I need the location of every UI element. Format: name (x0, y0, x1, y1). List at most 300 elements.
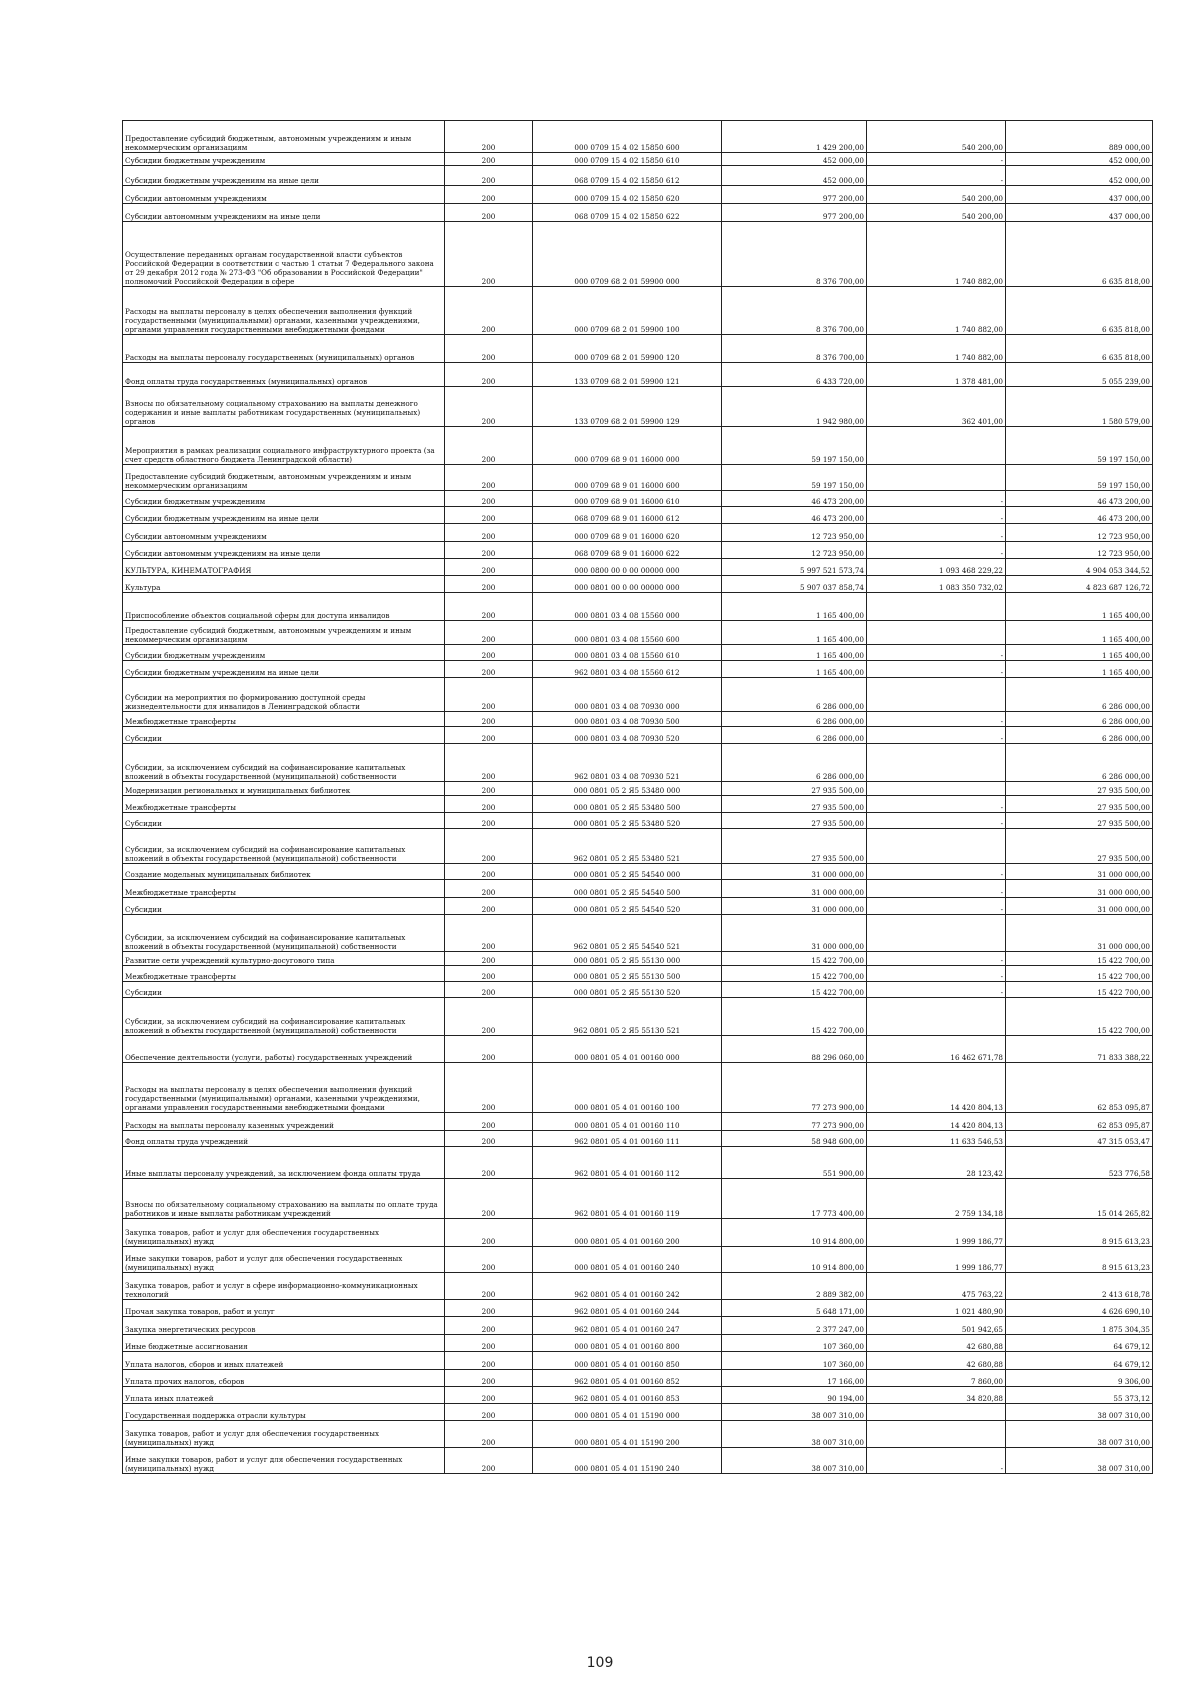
table-row (123, 1387, 1153, 1404)
unexecuted-amount: 12 723 950,00 (1006, 524, 1153, 542)
line-code: 200 (445, 1179, 533, 1219)
executed-amount: - (867, 542, 1006, 559)
line-code: 200 (445, 1370, 533, 1387)
budget-classification-code: 000 0801 03 4 08 15560 600 (533, 621, 722, 645)
unexecuted-amount: 1 875 304,35 (1006, 1317, 1153, 1335)
approved-amount: 27 935 500,00 (722, 782, 867, 796)
approved-amount: 31 000 000,00 (722, 915, 867, 952)
approved-amount: 31 000 000,00 (722, 864, 867, 880)
table-row (123, 287, 1153, 335)
unexecuted-amount: 64 679,12 (1006, 1335, 1153, 1352)
approved-amount: 59 197 150,00 (722, 427, 867, 465)
executed-amount (867, 678, 1006, 712)
unexecuted-amount: 27 935 500,00 (1006, 796, 1153, 813)
approved-amount: 88 296 060,00 (722, 1036, 867, 1063)
unexecuted-amount: 1 580 579,00 (1006, 387, 1153, 427)
line-code: 200 (445, 982, 533, 998)
table-row (123, 559, 1153, 576)
expense-name: Субсидии (123, 982, 445, 998)
line-code: 200 (445, 1147, 533, 1179)
unexecuted-amount: 31 000 000,00 (1006, 898, 1153, 915)
table-row (123, 744, 1153, 782)
budget-classification-code: 000 0709 68 2 01 59900 120 (533, 335, 722, 363)
executed-amount: - (867, 898, 1006, 915)
approved-amount: 31 000 000,00 (722, 880, 867, 898)
line-code: 200 (445, 1317, 533, 1335)
unexecuted-amount: 59 197 150,00 (1006, 465, 1153, 491)
line-code: 200 (445, 880, 533, 898)
approved-amount: 15 422 700,00 (722, 952, 867, 966)
budget-classification-code: 068 0709 15 4 02 15850 622 (533, 204, 722, 222)
table-row (123, 813, 1153, 829)
expense-name: Взносы по обязательному социальному страхованию на выплаты по оплате труда работников и иные выплаты работникам учреждений (123, 1179, 445, 1219)
budget-classification-code: 962 0801 05 4 01 00160 242 (533, 1273, 722, 1300)
line-code: 200 (445, 678, 533, 712)
executed-amount: - (867, 880, 1006, 898)
approved-amount: 38 007 310,00 (722, 1421, 867, 1448)
budget-classification-code: 068 0709 68 9 01 16000 622 (533, 542, 722, 559)
executed-amount: 14 420 804,13 (867, 1063, 1006, 1113)
approved-amount: 452 000,00 (722, 166, 867, 186)
line-code: 200 (445, 898, 533, 915)
line-code: 200 (445, 952, 533, 966)
unexecuted-amount: 2 413 618,78 (1006, 1273, 1153, 1300)
executed-amount: 14 420 804,13 (867, 1113, 1006, 1131)
expense-name: Прочая закупка товаров, работ и услуг (123, 1300, 445, 1317)
unexecuted-amount: 6 635 818,00 (1006, 287, 1153, 335)
table-row (123, 864, 1153, 880)
unexecuted-amount: 71 833 388,22 (1006, 1036, 1153, 1063)
page-number: 109 (586, 1655, 614, 1671)
table-row (123, 782, 1153, 796)
unexecuted-amount: 8 915 613,23 (1006, 1247, 1153, 1273)
table-row (123, 166, 1153, 186)
approved-amount: 6 286 000,00 (722, 712, 867, 727)
approved-amount: 977 200,00 (722, 186, 867, 204)
executed-amount: - (867, 491, 1006, 507)
executed-amount: 475 763,22 (867, 1273, 1006, 1300)
line-code: 200 (445, 1335, 533, 1352)
budget-classification-code: 000 0801 05 4 01 00160 200 (533, 1219, 722, 1247)
executed-amount: - (867, 166, 1006, 186)
executed-amount: 1 021 480,90 (867, 1300, 1006, 1317)
unexecuted-amount: 64 679,12 (1006, 1352, 1153, 1370)
expense-name: Мероприятия в рамках реализации социального инфраструктурного проекта (за счет средств областного бюджета Ленинградской области) (123, 427, 445, 465)
approved-amount: 38 007 310,00 (722, 1448, 867, 1474)
unexecuted-amount: 62 853 095,87 (1006, 1063, 1153, 1113)
budget-classification-code: 962 0801 05 4 01 00160 853 (533, 1387, 722, 1404)
line-code: 200 (445, 1063, 533, 1113)
table-row (123, 1370, 1153, 1387)
expense-name: Субсидии бюджетным учреждениям на иные цели (123, 166, 445, 186)
line-code: 200 (445, 166, 533, 186)
budget-classification-code: 000 0801 05 4 01 00160 110 (533, 1113, 722, 1131)
table-row (123, 1404, 1153, 1421)
line-code: 200 (445, 542, 533, 559)
budget-classification-code: 000 0801 05 4 01 00160 240 (533, 1247, 722, 1273)
unexecuted-amount: 6 286 000,00 (1006, 727, 1153, 744)
line-code: 200 (445, 1421, 533, 1448)
approved-amount: 6 286 000,00 (722, 744, 867, 782)
line-code: 200 (445, 524, 533, 542)
budget-classification-code: 962 0801 05 4 01 00160 247 (533, 1317, 722, 1335)
table-row (123, 427, 1153, 465)
approved-amount: 12 723 950,00 (722, 542, 867, 559)
budget-classification-code: 962 0801 05 4 01 00160 111 (533, 1131, 722, 1147)
budget-classification-code: 000 0801 05 2 Я5 53480 520 (533, 813, 722, 829)
unexecuted-amount: 31 000 000,00 (1006, 864, 1153, 880)
executed-amount: - (867, 952, 1006, 966)
table-row (123, 507, 1153, 524)
line-code: 200 (445, 782, 533, 796)
budget-classification-code: 000 0709 68 9 01 16000 610 (533, 491, 722, 507)
budget-classification-code: 000 0709 15 4 02 15850 610 (533, 153, 722, 166)
expense-name: Субсидии бюджетным учреждениям на иные цели (123, 661, 445, 678)
expense-name: Субсидии автономным учреждениям на иные цели (123, 542, 445, 559)
table-row (123, 966, 1153, 982)
executed-amount (867, 593, 1006, 621)
budget-classification-code: 000 0801 05 4 01 00160 000 (533, 1036, 722, 1063)
table-row (123, 915, 1153, 952)
budget-classification-code: 133 0709 68 2 01 59900 121 (533, 363, 722, 387)
table-row (123, 1317, 1153, 1335)
approved-amount: 77 273 900,00 (722, 1063, 867, 1113)
line-code: 200 (445, 593, 533, 621)
budget-classification-code: 000 0801 05 4 01 15190 000 (533, 1404, 722, 1421)
line-code: 200 (445, 559, 533, 576)
executed-amount: 1 999 186,77 (867, 1247, 1006, 1273)
table-row (123, 465, 1153, 491)
approved-amount: 27 935 500,00 (722, 796, 867, 813)
expense-name: Субсидии, за исключением субсидий на софинансирование капитальных вложений в объекты государственной (муниципальной) собственности (123, 998, 445, 1036)
approved-amount: 2 377 247,00 (722, 1317, 867, 1335)
expense-name: Субсидии бюджетным учреждениям (123, 491, 445, 507)
expense-name: Осуществление переданных органам государственной власти субъектов Российской Федерации в соответствии с частью 1 статьи 7 Федерального закона от 29 декабря 2012 года № 273-ФЗ "Об образовании в Российской Федерации" полномочий Российской Федерации в сфере (123, 222, 445, 287)
expense-name: Обеспечение деятельности (услуги, работы) государственных учреждений (123, 1036, 445, 1063)
approved-amount: 10 914 800,00 (722, 1219, 867, 1247)
expense-name: Закупка энергетических ресурсов (123, 1317, 445, 1335)
unexecuted-amount: 6 286 000,00 (1006, 678, 1153, 712)
budget-table-container (122, 120, 1152, 1474)
expense-name: Субсидии (123, 813, 445, 829)
table-row (123, 491, 1153, 507)
expense-name: Приспособление объектов социальной сферы для доступа инвалидов (123, 593, 445, 621)
line-code: 200 (445, 727, 533, 744)
table-row (123, 678, 1153, 712)
expense-name: Иные закупки товаров, работ и услуг для обеспечения государственных (муниципальных) нужд (123, 1448, 445, 1474)
budget-classification-code: 000 0801 00 0 00 00000 000 (533, 576, 722, 593)
budget-classification-code: 000 0709 68 2 01 59900 100 (533, 287, 722, 335)
table-row (123, 524, 1153, 542)
table-row (123, 727, 1153, 744)
budget-classification-code: 000 0801 05 4 01 15190 240 (533, 1448, 722, 1474)
table-row (123, 1131, 1153, 1147)
unexecuted-amount: 38 007 310,00 (1006, 1404, 1153, 1421)
budget-classification-code: 000 0801 05 2 Я5 55130 520 (533, 982, 722, 998)
executed-amount: 16 462 671,78 (867, 1036, 1006, 1063)
executed-amount: 1 740 882,00 (867, 287, 1006, 335)
expense-name: Уплата налогов, сборов и иных платежей (123, 1352, 445, 1370)
line-code: 200 (445, 153, 533, 166)
unexecuted-amount: 59 197 150,00 (1006, 427, 1153, 465)
approved-amount: 1 165 400,00 (722, 661, 867, 678)
expense-name: Субсидии (123, 727, 445, 744)
expense-name: Предоставление субсидий бюджетным, автономным учреждениям и иным некоммерческим организациям (123, 621, 445, 645)
budget-classification-code: 000 0709 68 9 01 16000 600 (533, 465, 722, 491)
approved-amount: 2 889 382,00 (722, 1273, 867, 1300)
expense-name: Закупка товаров, работ и услуг в сфере информационно-коммуникационных технологий (123, 1273, 445, 1300)
budget-classification-code: 000 0801 05 2 Я5 55130 000 (533, 952, 722, 966)
executed-amount: 1 083 350 732,02 (867, 576, 1006, 593)
unexecuted-amount: 27 935 500,00 (1006, 782, 1153, 796)
executed-amount (867, 465, 1006, 491)
expense-name: Взносы по обязательному социальному страхованию на выплаты денежного содержания и иные выплаты работникам государственных (муниципальных) органов (123, 387, 445, 427)
line-code: 200 (445, 661, 533, 678)
line-code: 200 (445, 645, 533, 661)
unexecuted-amount: 6 635 818,00 (1006, 335, 1153, 363)
table-row (123, 1273, 1153, 1300)
table-row (123, 1179, 1153, 1219)
table-row (123, 645, 1153, 661)
budget-classification-code: 000 0801 05 2 Я5 55130 500 (533, 966, 722, 982)
executed-amount: - (867, 727, 1006, 744)
approved-amount: 15 422 700,00 (722, 982, 867, 998)
table-row (123, 186, 1153, 204)
approved-amount: 77 273 900,00 (722, 1113, 867, 1131)
line-code: 200 (445, 222, 533, 287)
budget-classification-code: 000 0709 68 9 01 16000 620 (533, 524, 722, 542)
executed-amount (867, 915, 1006, 952)
budget-classification-code: 000 0801 05 2 Я5 53480 000 (533, 782, 722, 796)
executed-amount (867, 782, 1006, 796)
unexecuted-amount: 452 000,00 (1006, 166, 1153, 186)
budget-classification-code: 000 0801 05 2 Я5 54540 000 (533, 864, 722, 880)
budget-classification-code: 000 0801 05 2 Я5 54540 520 (533, 898, 722, 915)
table-row (123, 880, 1153, 898)
budget-classification-code: 068 0709 15 4 02 15850 612 (533, 166, 722, 186)
approved-amount: 15 422 700,00 (722, 998, 867, 1036)
executed-amount (867, 998, 1006, 1036)
line-code: 200 (445, 186, 533, 204)
line-code: 200 (445, 363, 533, 387)
expense-name: Субсидии бюджетным учреждениям (123, 153, 445, 166)
unexecuted-amount: 1 165 400,00 (1006, 621, 1153, 645)
line-code: 200 (445, 335, 533, 363)
executed-amount: - (867, 813, 1006, 829)
unexecuted-amount: 27 935 500,00 (1006, 829, 1153, 864)
approved-amount: 8 376 700,00 (722, 287, 867, 335)
unexecuted-amount: 55 373,12 (1006, 1387, 1153, 1404)
expense-name: Субсидии автономным учреждениям (123, 524, 445, 542)
budget-classification-code: 000 0709 15 4 02 15850 600 (533, 121, 722, 153)
budget-classification-code: 962 0801 05 2 Я5 55130 521 (533, 998, 722, 1036)
executed-amount (867, 829, 1006, 864)
table-row (123, 204, 1153, 222)
budget-classification-code: 000 0801 05 4 01 00160 100 (533, 1063, 722, 1113)
expense-name: Расходы на выплаты персоналу в целях обеспечения выполнения функций государственными (муниципальными) органами, казенными учреждениями, органами управления государственными внебюджетными фондами (123, 287, 445, 335)
executed-amount: - (867, 796, 1006, 813)
executed-amount: 1 999 186,77 (867, 1219, 1006, 1247)
line-code: 200 (445, 427, 533, 465)
expense-name: Фонд оплаты труда государственных (муниципальных) органов (123, 363, 445, 387)
budget-classification-code: 000 0709 15 4 02 15850 620 (533, 186, 722, 204)
table-row (123, 542, 1153, 559)
executed-amount: 540 200,00 (867, 121, 1006, 153)
approved-amount: 8 376 700,00 (722, 335, 867, 363)
line-code: 200 (445, 1247, 533, 1273)
executed-amount: - (867, 712, 1006, 727)
expense-name: Уплата иных платежей (123, 1387, 445, 1404)
unexecuted-amount: 5 055 239,00 (1006, 363, 1153, 387)
budget-classification-code: 000 0801 03 4 08 70930 000 (533, 678, 722, 712)
budget-classification-code: 962 0801 05 4 01 00160 852 (533, 1370, 722, 1387)
executed-amount: - (867, 153, 1006, 166)
expense-name: Субсидии бюджетным учреждениям на иные цели (123, 507, 445, 524)
executed-amount: - (867, 1448, 1006, 1474)
executed-amount: - (867, 982, 1006, 998)
expense-name: Субсидии, за исключением субсидий на софинансирование капитальных вложений в объекты государственной (муниципальной) собственности (123, 829, 445, 864)
executed-amount: 362 401,00 (867, 387, 1006, 427)
expense-name: Межбюджетные трансферты (123, 796, 445, 813)
unexecuted-amount: 4 823 687 126,72 (1006, 576, 1153, 593)
expense-name: Субсидии автономным учреждениям на иные цели (123, 204, 445, 222)
unexecuted-amount: 452 000,00 (1006, 153, 1153, 166)
line-code: 200 (445, 287, 533, 335)
approved-amount: 6 286 000,00 (722, 727, 867, 744)
expense-name: Иные закупки товаров, работ и услуг для обеспечения государственных (муниципальных) нужд (123, 1247, 445, 1273)
expense-name: Закупка товаров, работ и услуг для обеспечения государственных (муниципальных) нужд (123, 1421, 445, 1448)
table-body (123, 121, 1153, 1474)
unexecuted-amount: 46 473 200,00 (1006, 507, 1153, 524)
expense-name: Субсидии, за исключением субсидий на софинансирование капитальных вложений в объекты государственной (муниципальной) собственности (123, 915, 445, 952)
approved-amount: 8 376 700,00 (722, 222, 867, 287)
approved-amount: 90 194,00 (722, 1387, 867, 1404)
executed-amount: 540 200,00 (867, 186, 1006, 204)
line-code: 200 (445, 1404, 533, 1421)
unexecuted-amount: 38 007 310,00 (1006, 1421, 1153, 1448)
table-row (123, 898, 1153, 915)
expense-name: Субсидии на мероприятия по формированию доступной среды жизнедеятельности для инвалидов в Ленинградской области (123, 678, 445, 712)
table-row (123, 222, 1153, 287)
unexecuted-amount: 12 723 950,00 (1006, 542, 1153, 559)
budget-classification-code: 962 0801 05 4 01 00160 119 (533, 1179, 722, 1219)
approved-amount: 551 900,00 (722, 1147, 867, 1179)
unexecuted-amount: 4 904 053 344,52 (1006, 559, 1153, 576)
expense-name: Межбюджетные трансферты (123, 880, 445, 898)
approved-amount: 46 473 200,00 (722, 491, 867, 507)
budget-classification-code: 000 0801 05 2 Я5 54540 500 (533, 880, 722, 898)
executed-amount (867, 744, 1006, 782)
line-code: 200 (445, 1036, 533, 1063)
table-row (123, 153, 1153, 166)
executed-amount: 42 680,88 (867, 1352, 1006, 1370)
table-row (123, 335, 1153, 363)
budget-classification-code: 000 0801 05 2 Я5 53480 500 (533, 796, 722, 813)
budget-classification-code: 962 0801 05 2 Я5 53480 521 (533, 829, 722, 864)
table-row (123, 1448, 1153, 1474)
budget-classification-code: 962 0801 03 4 08 70930 521 (533, 744, 722, 782)
executed-amount: 42 680,88 (867, 1335, 1006, 1352)
budget-execution-table (122, 120, 1153, 1474)
unexecuted-amount: 31 000 000,00 (1006, 880, 1153, 898)
approved-amount: 977 200,00 (722, 204, 867, 222)
executed-amount: 1 740 882,00 (867, 335, 1006, 363)
approved-amount: 38 007 310,00 (722, 1404, 867, 1421)
budget-classification-code: 000 0801 03 4 08 70930 500 (533, 712, 722, 727)
table-row (123, 121, 1153, 153)
unexecuted-amount: 46 473 200,00 (1006, 491, 1153, 507)
approved-amount: 6 433 720,00 (722, 363, 867, 387)
unexecuted-amount: 8 915 613,23 (1006, 1219, 1153, 1247)
unexecuted-amount: 15 422 700,00 (1006, 952, 1153, 966)
line-code: 200 (445, 864, 533, 880)
executed-amount: - (867, 524, 1006, 542)
budget-classification-code: 000 0709 68 2 01 59900 000 (533, 222, 722, 287)
unexecuted-amount: 31 000 000,00 (1006, 915, 1153, 952)
budget-classification-code: 962 0801 05 2 Я5 54540 521 (533, 915, 722, 952)
table-row (123, 1147, 1153, 1179)
expense-name: Закупка товаров, работ и услуг для обеспечения государственных (муниципальных) нужд (123, 1219, 445, 1247)
unexecuted-amount: 6 635 818,00 (1006, 222, 1153, 287)
unexecuted-amount: 523 776,58 (1006, 1147, 1153, 1179)
expense-name: Субсидии, за исключением субсидий на софинансирование капитальных вложений в объекты государственной (муниципальной) собственности (123, 744, 445, 782)
executed-amount: 7 860,00 (867, 1370, 1006, 1387)
unexecuted-amount: 437 000,00 (1006, 186, 1153, 204)
executed-amount: 1 093 468 229,22 (867, 559, 1006, 576)
budget-classification-code: 962 0801 05 4 01 00160 244 (533, 1300, 722, 1317)
expense-name: Иные бюджетные ассигнования (123, 1335, 445, 1352)
unexecuted-amount: 15 014 265,82 (1006, 1179, 1153, 1219)
table-row (123, 998, 1153, 1036)
budget-classification-code: 000 0801 05 4 01 00160 850 (533, 1352, 722, 1370)
unexecuted-amount: 6 286 000,00 (1006, 712, 1153, 727)
approved-amount: 1 942 980,00 (722, 387, 867, 427)
line-code: 200 (445, 915, 533, 952)
table-row (123, 952, 1153, 966)
executed-amount (867, 1421, 1006, 1448)
approved-amount: 59 197 150,00 (722, 465, 867, 491)
expense-name: Межбюджетные трансферты (123, 966, 445, 982)
expense-name: Модернизация региональных и муниципальных библиотек (123, 782, 445, 796)
line-code: 200 (445, 813, 533, 829)
unexecuted-amount: 15 422 700,00 (1006, 998, 1153, 1036)
expense-name: Фонд оплаты труда учреждений (123, 1131, 445, 1147)
table-row (123, 1352, 1153, 1370)
approved-amount: 1 429 200,00 (722, 121, 867, 153)
line-code: 200 (445, 744, 533, 782)
line-code: 200 (445, 507, 533, 524)
expense-name: Расходы на выплаты персоналу государственных (муниципальных) органов (123, 335, 445, 363)
budget-classification-code: 000 0801 05 4 01 00160 800 (533, 1335, 722, 1352)
executed-amount: 11 633 546,53 (867, 1131, 1006, 1147)
table-row (123, 796, 1153, 813)
table-row (123, 1335, 1153, 1352)
executed-amount (867, 427, 1006, 465)
table-row (123, 593, 1153, 621)
line-code: 200 (445, 966, 533, 982)
unexecuted-amount: 1 165 400,00 (1006, 593, 1153, 621)
line-code: 200 (445, 387, 533, 427)
budget-classification-code: 000 0801 03 4 08 15560 610 (533, 645, 722, 661)
unexecuted-amount: 9 306,00 (1006, 1370, 1153, 1387)
line-code: 200 (445, 491, 533, 507)
executed-amount (867, 621, 1006, 645)
table-row (123, 576, 1153, 593)
approved-amount: 17 773 400,00 (722, 1179, 867, 1219)
line-code: 200 (445, 1448, 533, 1474)
budget-classification-code: 000 0801 03 4 08 70930 520 (533, 727, 722, 744)
table-row (123, 1063, 1153, 1113)
